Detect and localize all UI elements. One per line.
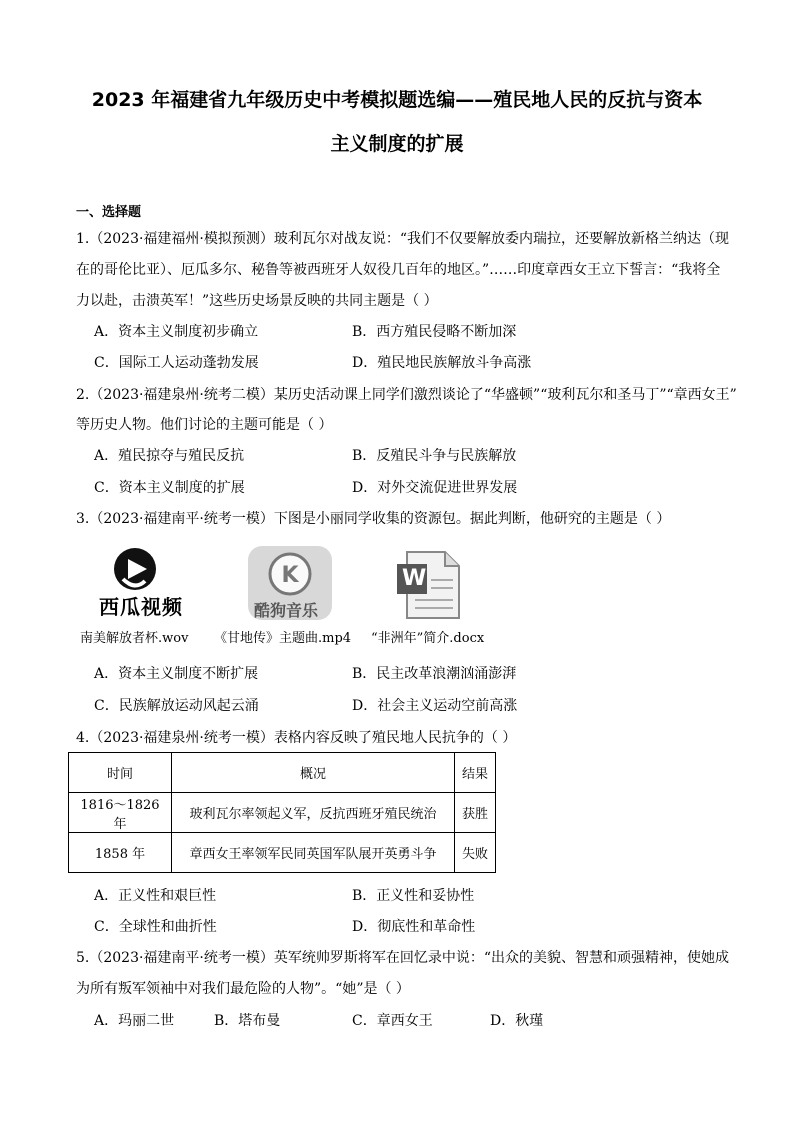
table-cell: 失败 xyxy=(455,833,496,873)
q4-option-a[interactable]: A．正义性和艰巨性 xyxy=(94,888,217,904)
q2-option-c[interactable]: C．资本主义制度的扩展 xyxy=(94,480,245,496)
q2-option-b[interactable]: B．反殖民斗争与民族解放 xyxy=(352,448,517,464)
q2-option-d[interactable]: D．对外交流促进世界发展 xyxy=(352,480,518,496)
q5-option-a[interactable]: A．玛丽二世 xyxy=(94,1013,175,1029)
q2-stem-line2: 等历史人物。他们讨论的主题可能是（ ） xyxy=(76,417,333,433)
kugou-logo-icon xyxy=(246,544,334,622)
q2-stem-line1: 2.（2023·福建泉州·统考二模）某历史活动课上同学们激烈谈论了“华盛顿”“玻利瓦尔和圣马丁”“章西女王” xyxy=(76,387,737,403)
q1-option-c[interactable]: C．国际工人运动蓬勃发展 xyxy=(94,355,259,371)
kugou-logo-label: 酷狗音乐 xyxy=(254,601,319,620)
q4-stem-line1: 4.（2023·福建泉州·统考一模）表格内容反映了殖民地人民抗争的（ ） xyxy=(76,730,517,746)
q1-stem-line2: 在的哥伦比亚）、厄瓜多尔、秘鲁等被西班牙人奴役几百年的地区。”……印度章西女王立下誓言：“我将全 xyxy=(76,262,721,278)
q1-option-a[interactable]: A．资本主义制度初步确立 xyxy=(94,324,259,340)
q1-option-b[interactable]: B．西方殖民侵略不断加深 xyxy=(352,324,517,340)
q3-option-c[interactable]: C．民族解放运动风起云涌 xyxy=(94,698,259,714)
q3-stem-line1: 3.（2023·福建南平·统考一模）下图是小丽同学收集的资源包。据此判断，他研究的主题是（ ） xyxy=(76,511,671,527)
q3-option-a[interactable]: A．资本主义制度不断扩展 xyxy=(94,666,259,682)
table-cell: 1816～1826 年 xyxy=(69,793,172,833)
table-cell: 章西女王率领军民同英国军队展开英勇斗争 xyxy=(172,833,455,873)
table-header-cell: 结果 xyxy=(455,753,496,793)
q1-stem-line1: 1.（2023·福建福州·模拟预测）玻利瓦尔对战友说：“我们不仅要解放委内瑞拉，还要解放新格兰纳达（现 xyxy=(76,231,730,247)
q3-caption-3: “非洲年”简介.docx xyxy=(371,631,485,646)
q1-stem-line3: 力以赴，击溃英军！”这些历史场景反映的共同主题是（ ） xyxy=(76,293,438,309)
q3-caption-1: 南美解放者杯.wov xyxy=(80,631,189,646)
q5-stem-line1: 5.（2023·福建南平·统考一模）英军统帅罗斯将军在回忆录中说：“出众的美貌、智慧和顽强精神，使她成 xyxy=(76,950,730,966)
document-title-line1: 2023 年福建省九年级历史中考模拟题选编——殖民地人民的反抗与资本 xyxy=(91,89,703,111)
q4-option-c[interactable]: C．全球性和曲折性 xyxy=(94,919,217,935)
table-cell: 玻利瓦尔率领起义军，反抗西班牙殖民统治 xyxy=(172,793,455,833)
word-doc-letter: W xyxy=(402,566,427,591)
q5-option-c[interactable]: C．章西女王 xyxy=(352,1013,433,1029)
xigua-logo-icon xyxy=(95,545,185,621)
q4-table xyxy=(68,752,496,873)
q4-option-d[interactable]: D．彻底性和革命性 xyxy=(352,919,476,935)
table-cell: 1858 年 xyxy=(69,833,172,873)
q4-option-b[interactable]: B．正义性和妥协性 xyxy=(352,888,475,904)
xigua-logo-label: 西瓜视频 xyxy=(99,595,183,619)
table-header-row xyxy=(69,753,496,793)
q3-caption-2: 《甘地传》主题曲.mp4 xyxy=(214,631,352,646)
table-header-cell: 时间 xyxy=(69,753,172,793)
table-row xyxy=(69,833,496,873)
q3-option-d[interactable]: D．社会主义运动空前高涨 xyxy=(352,698,518,714)
q5-option-b[interactable]: B．塔布曼 xyxy=(214,1013,281,1029)
table-row xyxy=(69,793,496,833)
svg-text:K: K xyxy=(281,563,299,588)
word-doc-icon xyxy=(393,548,465,622)
document-title-line2: 主义制度的扩展 xyxy=(330,133,464,155)
q5-stem-line2: 为所有叛军领袖中对我们最危险的人物”。“她”是（ ） xyxy=(76,981,410,997)
section-heading: 一、选择题 xyxy=(76,205,142,220)
q2-option-a[interactable]: A．殖民掠夺与殖民反抗 xyxy=(94,448,245,464)
q5-option-d[interactable]: D．秋瑾 xyxy=(490,1013,544,1029)
table-cell: 获胜 xyxy=(455,793,496,833)
q3-option-b[interactable]: B．民主改革浪潮汹涌澎湃 xyxy=(352,666,517,682)
q1-option-d[interactable]: D．殖民地民族解放斗争高涨 xyxy=(352,355,532,371)
table-header-cell: 概况 xyxy=(172,753,455,793)
